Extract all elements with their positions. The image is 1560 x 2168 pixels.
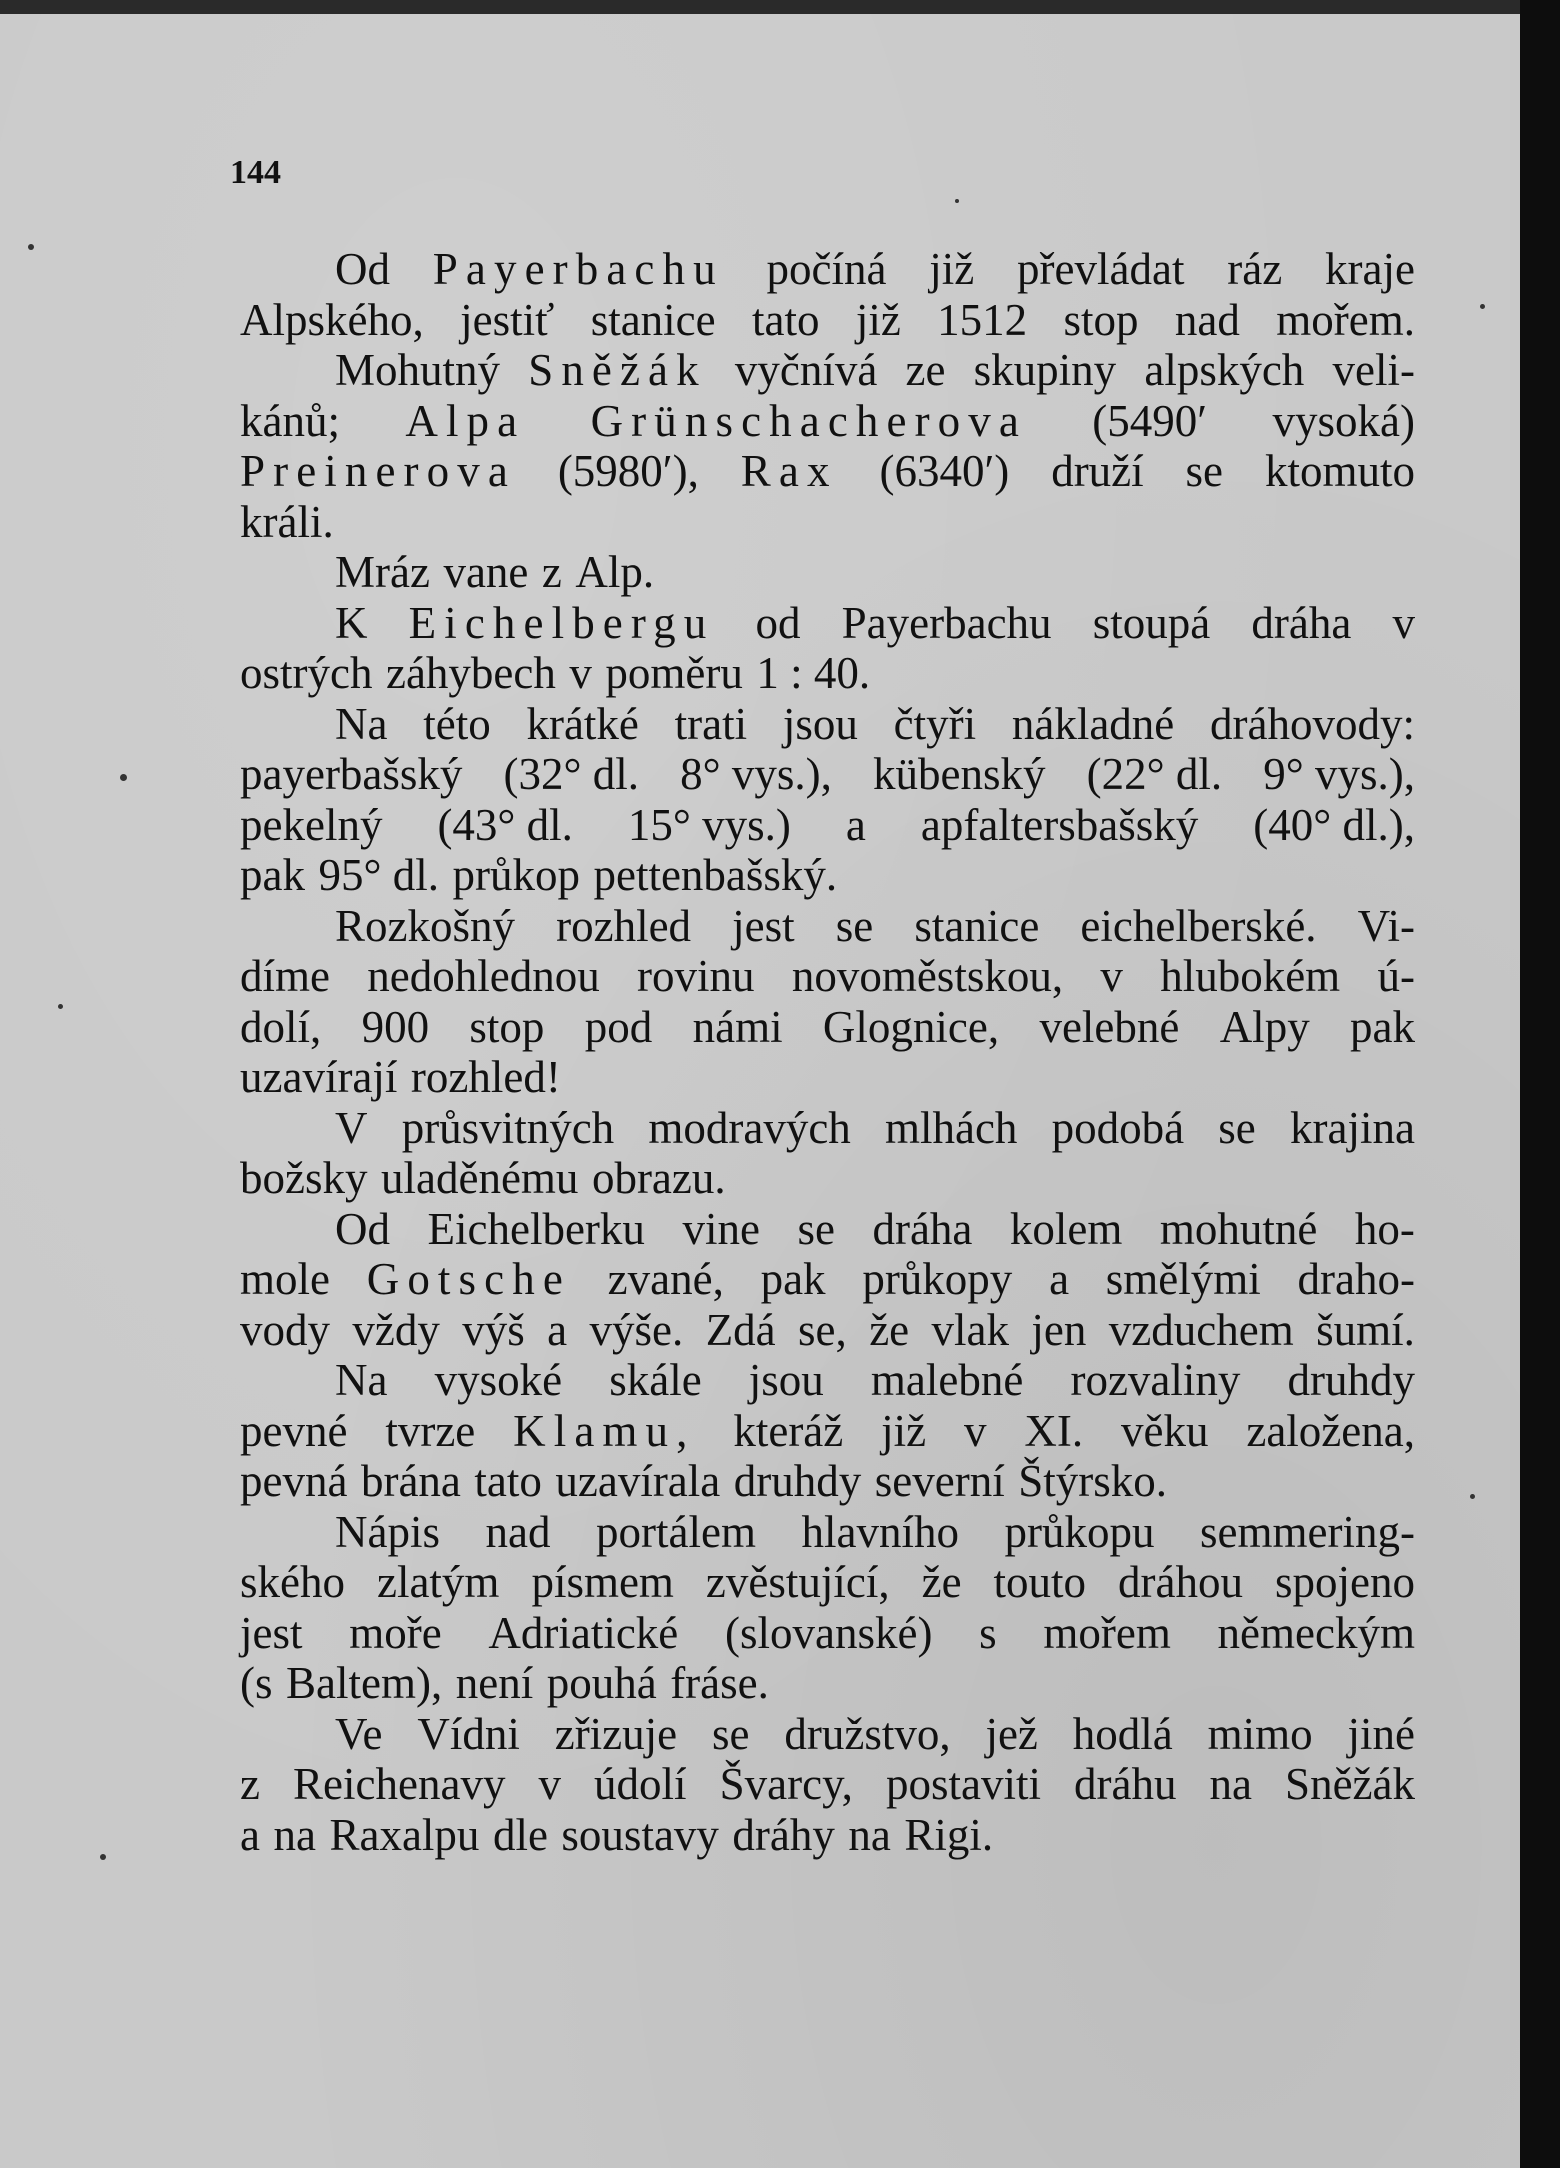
word: pod: [584, 1001, 653, 1052]
word: ostrých: [240, 648, 373, 698]
word: vždy: [352, 1304, 440, 1355]
word: Zdá: [705, 1304, 776, 1355]
text-line: [240, 1759, 1415, 1810]
word: obrazu.: [591, 1153, 726, 1203]
word: a: [1049, 1254, 1070, 1304]
word: hlavního: [801, 1506, 959, 1557]
word: družstvo,: [784, 1708, 951, 1759]
word: Mráz: [335, 547, 430, 597]
word: kübenský: [873, 749, 1046, 799]
text-line: [240, 1355, 1415, 1406]
word: zvěstující,: [705, 1557, 890, 1607]
word: jsou: [782, 698, 858, 749]
word: Rigi.: [904, 1809, 994, 1860]
word: (32° dl.: [503, 749, 640, 799]
word: dráha: [872, 1203, 973, 1254]
word: vine: [682, 1203, 760, 1254]
text-line: [240, 1052, 1415, 1103]
word: se: [1185, 446, 1224, 496]
word: jen: [1031, 1304, 1087, 1355]
word: ráz: [1227, 244, 1283, 294]
word: touto: [993, 1557, 1087, 1607]
text-line: [240, 547, 1415, 598]
word: údolí: [594, 1759, 687, 1809]
paper-speck: [58, 1004, 63, 1009]
word: 95° dl.: [318, 850, 439, 900]
word: v: [538, 1759, 561, 1809]
word: Ve: [335, 1708, 383, 1759]
word: druží: [1051, 446, 1144, 496]
text-line: [240, 345, 1415, 396]
word: s: [979, 1607, 997, 1658]
text-line: [240, 1204, 1415, 1255]
word: v: [1392, 597, 1415, 648]
word: mořem.: [1276, 294, 1415, 345]
text-line: [240, 648, 1415, 699]
word: stanice: [914, 900, 1040, 951]
word: dráhovody:: [1210, 698, 1415, 749]
word: pouhá: [546, 1658, 657, 1708]
word: Na: [335, 698, 388, 749]
word: Baltem),: [286, 1658, 443, 1708]
word: Adriatické: [488, 1607, 679, 1658]
paper-speck: [28, 244, 34, 250]
text-line: [240, 1507, 1415, 1558]
word: vzduchem: [1108, 1304, 1294, 1355]
word: velebné: [1039, 1001, 1180, 1052]
word: ze: [905, 345, 946, 395]
word: Grünschacherova: [590, 395, 1027, 446]
word: spojeno: [1275, 1557, 1415, 1607]
word: (5980′),: [557, 446, 699, 496]
word: mlhách: [884, 1102, 1018, 1153]
word: ktomuto: [1264, 446, 1415, 496]
text-line: [240, 295, 1415, 346]
word: tvrze: [385, 1405, 476, 1456]
word: průsvitných: [401, 1102, 615, 1153]
word: zlatým: [376, 1557, 500, 1607]
word: rozhled: [556, 900, 692, 951]
page-number: 144: [230, 154, 281, 191]
text-line: [240, 1254, 1415, 1305]
word: K: [335, 597, 368, 648]
word: (43° dl.: [437, 799, 573, 850]
word: rozvaliny: [1070, 1355, 1241, 1405]
word: rozhled!: [410, 1052, 561, 1102]
word: se,: [798, 1304, 847, 1355]
word: uzavírala: [555, 1456, 721, 1506]
word: tato: [751, 294, 820, 345]
word: druhdy: [733, 1456, 862, 1506]
word: krajina: [1289, 1102, 1415, 1153]
word: této: [423, 698, 491, 749]
word: věku: [1120, 1405, 1209, 1456]
paper-speck: [120, 774, 127, 781]
word: fráse.: [670, 1658, 769, 1708]
word: Alpy: [1219, 1001, 1310, 1052]
word: smělými: [1105, 1254, 1261, 1304]
word: ú-: [1377, 951, 1415, 1001]
word: brána: [360, 1456, 461, 1506]
word: díme: [240, 951, 330, 1001]
word: nákladné: [1011, 698, 1175, 749]
word: pettenbašský.: [593, 850, 838, 900]
word: (40° dl.),: [1253, 799, 1415, 850]
word: na: [273, 1809, 316, 1860]
word: Od: [335, 244, 390, 294]
word: pak: [240, 850, 305, 900]
word: hodlá: [1072, 1708, 1173, 1759]
word: novoměstskou,: [791, 951, 1064, 1001]
word: kteráž: [733, 1405, 844, 1456]
word: kraje: [1324, 244, 1415, 294]
text-line: [240, 1709, 1415, 1760]
word: druhdy: [1287, 1355, 1415, 1405]
text-line: [240, 1608, 1415, 1659]
word: Rozkošný: [335, 900, 515, 951]
word: Švarcy,: [719, 1759, 853, 1809]
word: výš: [462, 1304, 525, 1355]
word: podobá: [1051, 1102, 1185, 1153]
word: a: [240, 1809, 260, 1860]
word: Od: [335, 1203, 390, 1254]
word: nedohlednou: [367, 951, 600, 1001]
word: Reichenavy: [293, 1759, 506, 1809]
text-line: [240, 800, 1415, 851]
word: záhybech: [385, 648, 556, 698]
word: že: [869, 1304, 910, 1355]
word: že: [921, 1557, 962, 1607]
word: jest: [732, 900, 795, 951]
text-line: [240, 951, 1415, 1002]
word: jiné: [1347, 1708, 1415, 1759]
word: jestiť: [460, 294, 555, 345]
word: se: [797, 1203, 835, 1254]
word: jež: [985, 1708, 1038, 1759]
word: stop: [469, 1001, 545, 1052]
word: veli-: [1332, 345, 1415, 395]
word: v: [1100, 951, 1123, 1001]
word: Nápis: [335, 1506, 440, 1557]
word: od: [755, 597, 801, 648]
word: eichelberské.: [1080, 900, 1317, 951]
word: apfaltersbašský: [920, 799, 1199, 850]
text-line: [240, 446, 1415, 497]
word: 9° vys.),: [1263, 749, 1415, 799]
page-edge-shadow: [1520, 0, 1560, 2168]
text-line: [240, 901, 1415, 952]
word: božsky: [240, 1153, 368, 1203]
word: draho-: [1297, 1254, 1415, 1304]
word: stanice: [590, 294, 716, 345]
word: pevná: [240, 1456, 348, 1506]
text-line: [240, 699, 1415, 750]
paper-speck: [955, 199, 959, 203]
text-line: [240, 497, 1415, 548]
word: (5490′: [1092, 395, 1208, 446]
word: v: [569, 648, 592, 698]
word: Vi-: [1357, 900, 1415, 951]
word: jest: [240, 1607, 303, 1658]
word: 15° vys.): [627, 799, 791, 850]
word: Raxalpu: [329, 1809, 480, 1860]
word: pak: [760, 1254, 826, 1304]
word: pak: [1350, 1001, 1415, 1052]
word: skupiny: [973, 345, 1117, 395]
word: na: [848, 1809, 891, 1860]
word: Payerbachu: [841, 597, 1052, 648]
word: semmering-: [1200, 1506, 1415, 1557]
word: uladěnému: [381, 1153, 579, 1203]
text-line: [240, 1658, 1415, 1709]
word: již: [855, 294, 901, 345]
word: průkopu: [1004, 1506, 1155, 1557]
word: Rax: [740, 446, 838, 496]
text-line: [240, 1810, 1415, 1861]
word: Payerbachu: [432, 244, 724, 294]
word: námi: [692, 1001, 783, 1052]
word: vody: [240, 1304, 330, 1355]
word: Vídni: [417, 1708, 520, 1759]
word: trati: [674, 698, 748, 749]
word: Eichelbergu: [408, 597, 715, 648]
paper-speck: [100, 1854, 106, 1860]
word: postaviti: [885, 1759, 1041, 1809]
word: V: [335, 1102, 368, 1153]
word: vysoká): [1272, 395, 1415, 446]
word: modravých: [648, 1102, 851, 1153]
word: průkop: [452, 850, 580, 900]
text-line: [240, 598, 1415, 649]
word: dráhou: [1118, 1557, 1244, 1607]
word: vlak: [931, 1304, 1010, 1355]
word: a: [845, 799, 866, 850]
word: Gotsche: [366, 1254, 571, 1304]
text-line: [240, 1103, 1415, 1154]
word: portálem: [596, 1506, 756, 1557]
word: Preinerova: [240, 446, 516, 496]
word: (6340′): [879, 446, 1010, 496]
word: alpských: [1144, 345, 1305, 395]
word: na: [1209, 1759, 1252, 1809]
word: (22° dl.: [1086, 749, 1223, 799]
word: Glognice,: [822, 1001, 1000, 1052]
word: pevné: [240, 1405, 348, 1456]
text-line: [240, 396, 1415, 447]
word: králi.: [240, 496, 334, 547]
text-line: [240, 1153, 1415, 1204]
word: šumí.: [1316, 1304, 1415, 1355]
text-line: [240, 1305, 1415, 1356]
word: průkopy: [862, 1254, 1013, 1304]
page-text: [240, 244, 1415, 1860]
word: jsou: [748, 1355, 824, 1405]
word: ho-: [1354, 1203, 1415, 1254]
word: zvané,: [607, 1254, 724, 1304]
word: 1 : 40.: [756, 648, 871, 698]
word: (slovanské): [725, 1607, 933, 1658]
text-line: [240, 1406, 1415, 1457]
word: písmem: [531, 1557, 674, 1607]
word: mimo: [1207, 1708, 1313, 1759]
word: 8° vys.),: [680, 749, 832, 799]
word: již: [881, 1405, 927, 1456]
word: Štýrsko.: [1018, 1456, 1167, 1506]
word: zřizuje: [554, 1708, 678, 1759]
word: a: [547, 1304, 568, 1355]
word: Na: [335, 1355, 388, 1405]
word: moře: [349, 1607, 442, 1658]
word: poměru: [605, 648, 743, 698]
text-line: [240, 850, 1415, 901]
word: mole: [240, 1254, 330, 1304]
text-line: [240, 244, 1415, 295]
word: uzavírají: [240, 1052, 398, 1102]
word: (s: [240, 1658, 273, 1708]
word: Alpského,: [240, 294, 424, 345]
word: z: [240, 1759, 260, 1809]
word: se: [835, 900, 874, 951]
word: payerbašský: [240, 749, 463, 799]
paper-speck: [1470, 1494, 1475, 1499]
word: kánů;: [240, 395, 340, 446]
word: mořem: [1043, 1607, 1171, 1658]
text-line: [240, 749, 1415, 800]
word: není: [455, 1658, 534, 1708]
word: Klamu,: [513, 1405, 696, 1456]
word: výše.: [589, 1304, 684, 1355]
word: vysoké: [434, 1355, 563, 1405]
word: nad: [485, 1506, 551, 1557]
word: Alpa: [405, 395, 526, 446]
word: tato: [474, 1456, 542, 1506]
word: počíná: [766, 244, 887, 294]
word: hlubokém: [1160, 951, 1341, 1001]
word: v: [964, 1405, 987, 1456]
word: Alp.: [575, 547, 655, 597]
word: dráhy: [732, 1809, 835, 1860]
word: Mohutný: [335, 345, 501, 395]
word: nad: [1174, 294, 1240, 345]
word: malebné: [870, 1355, 1024, 1405]
word: založena,: [1246, 1405, 1415, 1456]
word: dráha: [1251, 597, 1352, 648]
word: XI.: [1024, 1405, 1084, 1456]
word: soustavy: [561, 1809, 719, 1860]
word: Sněžák: [528, 345, 707, 395]
word: již: [929, 244, 975, 294]
word: stoupá: [1092, 597, 1211, 648]
word: vane: [443, 547, 529, 597]
word: se: [712, 1708, 750, 1759]
word: skále: [609, 1355, 702, 1405]
word: mohutné: [1159, 1203, 1318, 1254]
word: rovinu: [637, 951, 755, 1001]
word: dle: [492, 1809, 548, 1860]
word: pekelný: [240, 799, 383, 850]
word: stop: [1063, 294, 1139, 345]
word: z: [541, 547, 562, 597]
word: kolem: [1009, 1203, 1123, 1254]
text-line: [240, 1002, 1415, 1053]
word: dráhu: [1074, 1759, 1177, 1809]
word: severní: [874, 1456, 1005, 1506]
paper-speck: [1480, 304, 1485, 309]
word: 900: [361, 1001, 430, 1052]
word: 1512: [937, 294, 1028, 345]
word: Sněžák: [1285, 1759, 1415, 1809]
text-line: [240, 1557, 1415, 1608]
word: německým: [1217, 1607, 1415, 1658]
word: ského: [240, 1557, 345, 1607]
word: vyčnívá: [734, 345, 878, 395]
word: krátké: [526, 698, 639, 749]
word: převládat: [1017, 244, 1185, 294]
word: dolí,: [240, 1001, 322, 1052]
text-line: [240, 1456, 1415, 1507]
word: Eichelberku: [427, 1203, 645, 1254]
word: čtyři: [893, 698, 977, 749]
word: se: [1218, 1102, 1256, 1153]
